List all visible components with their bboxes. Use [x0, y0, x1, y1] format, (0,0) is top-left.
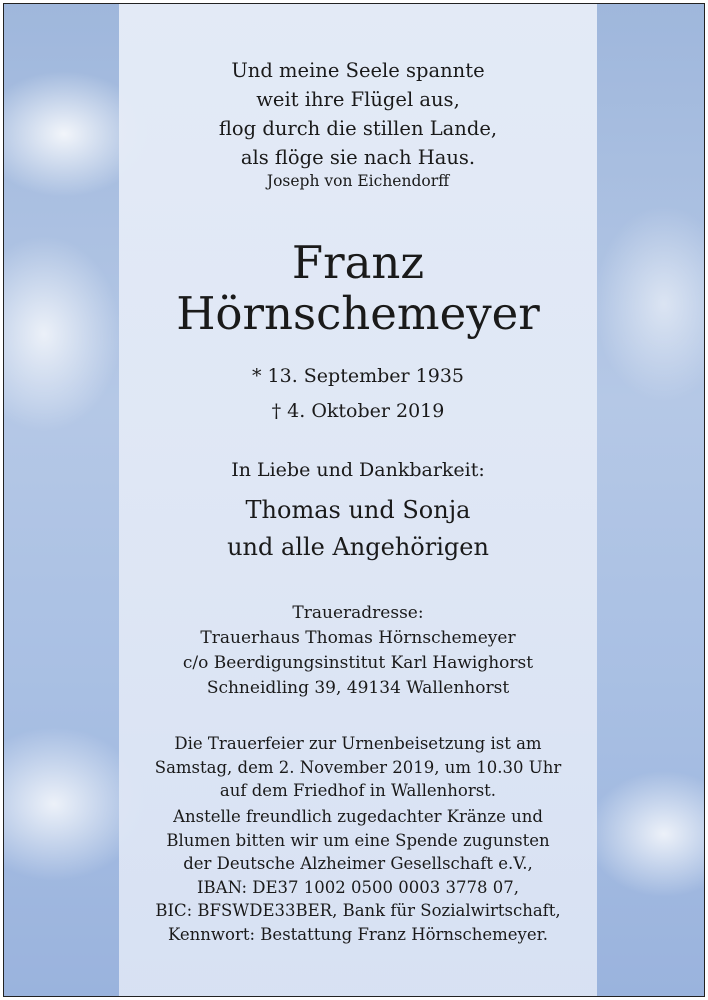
- address-line: Traueradresse:: [292, 603, 424, 623]
- poem-line: weit ihre Flügel aus,: [256, 88, 460, 111]
- first-name: Franz: [291, 236, 425, 289]
- mourner-line: und alle Angehörigen: [227, 533, 489, 561]
- donation-line: IBAN: DE37 1002 0500 0003 3778 07,: [197, 877, 519, 897]
- ceremony-line: auf dem Friedhof in Wallenhorst.: [219, 781, 497, 800]
- life-dates: [119, 359, 597, 429]
- address-line: Trauerhaus Thomas Hörnschemeyer: [200, 628, 516, 648]
- deceased-name: [119, 237, 597, 339]
- center-panel: [119, 4, 597, 996]
- birth-date: * 13. September 1935: [252, 365, 464, 387]
- ceremony-info: [119, 732, 597, 803]
- poem-line: als flöge sie nach Haus.: [240, 146, 476, 169]
- donation-line: Blumen bitten wir um eine Spende zugunsten: [166, 830, 550, 850]
- address-line: Schneidling 39, 49134 Wallenhorst: [206, 678, 510, 698]
- mourner-line: Thomas und Sonja: [245, 496, 471, 524]
- donation-info: [119, 805, 597, 946]
- poem: [119, 56, 597, 172]
- poem-line: Und meine Seele spannte: [231, 59, 485, 82]
- ceremony-line: Samstag, dem 2. November 2019, um 10.30 Uhr: [154, 757, 562, 777]
- address-line: c/o Beerdigungsinstitut Karl Hawighorst: [182, 653, 534, 673]
- poem-line: flog durch die stillen Lande,: [218, 117, 498, 140]
- donation-line: BIC: BFSWDE33BER, Bank für Sozialwirtschaft,: [155, 901, 561, 920]
- poem-author: Joseph von Eichendorff: [266, 172, 450, 190]
- obituary-notice: [3, 3, 705, 997]
- mourners-intro: In Liebe und Dankbarkeit:: [231, 459, 485, 481]
- ceremony-line: Die Trauerfeier zur Urnenbeisetzung ist am: [174, 734, 542, 753]
- death-date: † 4. Oktober 2019: [271, 400, 445, 422]
- donation-line: Kennwort: Bestattung Franz Hörnschemeyer.: [168, 924, 548, 944]
- donation-line: der Deutsche Alzheimer Gesellschaft e.V.,: [183, 854, 533, 873]
- mourning-address: [119, 601, 597, 701]
- last-name: Hörnschemeyer: [176, 287, 540, 340]
- mourners-names: [119, 492, 597, 566]
- donation-line: Anstelle freundlich zugedachter Kränze und: [173, 807, 543, 826]
